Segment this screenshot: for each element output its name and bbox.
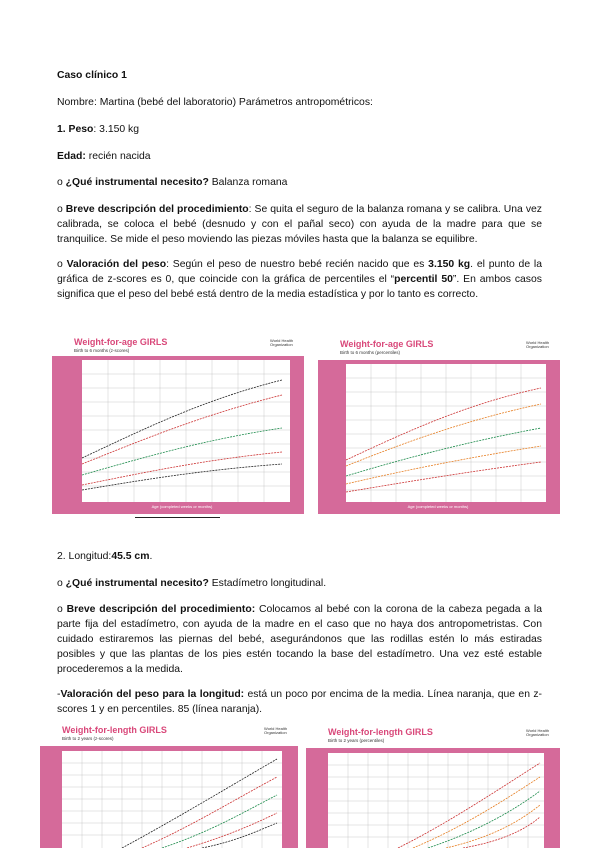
weight-assessment-paragraph: o Valoración del peso: Según el peso de nuestro bebé recién nacido que es 3.150 kg. el punto de la gráfica de z-scores es 0, que coincide con la gráfica de percentiles el “percentil 50”. En ambos casos significa que el peso del bebé está dentro de la media estadística y por lo tanto es correcto. — [57, 259, 543, 300]
chart-title: Weight-for-age GIRLS — [74, 337, 168, 347]
who-logo-icon: World Health Organization — [526, 728, 550, 737]
curve-p85 — [346, 404, 541, 466]
curve-p50 — [346, 428, 541, 476]
curve-p50 — [428, 791, 540, 848]
underline-rule — [135, 517, 220, 518]
curve-p15 — [446, 805, 540, 848]
case-title: Caso clínico 1 — [57, 70, 127, 81]
growth-curves-svg — [82, 360, 290, 502]
plot-area — [82, 360, 290, 502]
curve-z2 — [82, 395, 282, 464]
weight-line: 1. Peso: 3.150 kg — [57, 124, 140, 135]
chart-subtitle: Birth to 2 years (z-scores) — [62, 736, 114, 741]
who-logo-icon: World Health Organization — [264, 726, 288, 735]
chart-weight-for-age-percentiles — [318, 338, 560, 514]
x-axis-label: Age (completed weeks or months) — [151, 504, 213, 509]
instrument-question-2: o ¿Qué instrumental necesito? Estadímetro longitudinal. — [57, 578, 327, 589]
plot-area — [62, 751, 282, 848]
curve-z-3 — [202, 823, 277, 848]
curve-z0 — [82, 428, 282, 475]
curve-z-2 — [82, 452, 282, 485]
plot-area — [328, 753, 544, 848]
procedure-paragraph: o Breve descripción del procedimiento: Se quita el seguro de la balanza romana y se calibra. Una vez calibrada, se coloca el bebé (desnudo y con el pañal seco) con ayuda de la madre para que se tranquilice. Se mide el peso moviendo las piezas móviles hasta que la balanza se equilibre. — [57, 204, 543, 245]
chart-weight-for-length-percentiles — [306, 726, 560, 848]
chart-weight-for-length-zscores — [40, 724, 298, 848]
procedure-paragraph-2: o Breve descripción del procedimiento: Colocamos al bebé con la corona de la cabeza pegada a la parte fija del estadímetro, con ayuda de la madre en el caso que no haya dos antropometristas. Con cuidado estiraremos las piernas del bebé, asegurándonos que las rodillas estén lo más estiradas posibles y que las plantas de los pies estén tocando la base del estadímetro. Una vez esté estable procederemos a la medida. — [57, 604, 542, 675]
instrument-question: o ¿Qué instrumental necesito? Balanza romana — [57, 177, 288, 188]
curve-z3 — [122, 759, 277, 848]
chart-subtitle: Birth to 6 months (z-scores) — [74, 348, 130, 353]
growth-curves-svg — [346, 364, 546, 502]
growth-curves-svg — [328, 753, 544, 848]
length-assessment-paragraph: -Valoración del peso para la longitud: está un poco por encima de la media. Línea naranja, que en z-scores 1 y en percentiles. 85 (línea naranja). — [57, 689, 542, 715]
age-line: Edad: recién nacida — [57, 151, 151, 162]
who-logo-icon: World Health Organization — [270, 338, 294, 347]
chart-weight-for-age-zscores — [52, 336, 304, 514]
x-axis-label: Age (completed weeks or months) — [407, 504, 469, 509]
curve-p3 — [463, 817, 540, 848]
chart-subtitle: Birth to 6 months (percentiles) — [340, 350, 401, 355]
curve-p97 — [346, 388, 541, 460]
length-line: 2. Longitud:45.5 cm. — [57, 551, 153, 562]
growth-curves-svg — [62, 751, 282, 848]
curve-z3 — [82, 380, 282, 458]
who-logo-icon: World Health Organization — [526, 340, 550, 349]
chart-title: Weight-for-age GIRLS — [340, 339, 434, 349]
chart-title: Weight-for-length GIRLS — [328, 727, 433, 737]
intro-line: Nombre: Martina (bebé del laboratorio) Parámetros antropométricos: — [57, 97, 373, 108]
curve-p85 — [413, 777, 540, 848]
chart-title: Weight-for-length GIRLS — [62, 725, 167, 735]
curve-z0 — [162, 795, 277, 848]
curve-z2 — [142, 777, 277, 848]
curve-p15 — [346, 446, 541, 484]
chart-subtitle: Birth to 2 years (percentiles) — [328, 738, 385, 743]
plot-area — [346, 364, 546, 502]
